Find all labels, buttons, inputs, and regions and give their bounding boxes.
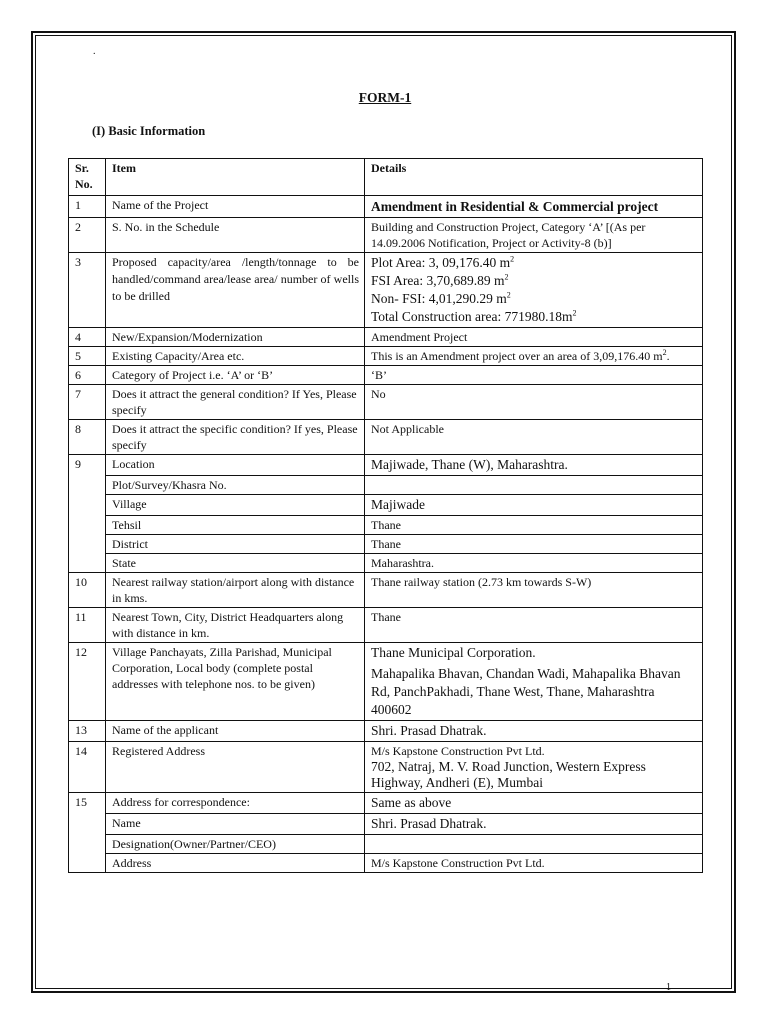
row-item: Nearest Town, City, District Headquarters along with distance in km. (106, 608, 365, 643)
row-details: Thane (365, 535, 703, 554)
row-sr: 9 (69, 455, 106, 476)
row-item: District (106, 535, 365, 554)
row-item: State (106, 554, 365, 573)
row-details: Amendment Project (365, 328, 703, 347)
row-details: This is an Amendment project over an area of 3,09,176.40 $m^2$. (365, 347, 703, 366)
table-row (69, 742, 703, 793)
row-item: Does it attract the general condition? If Yes, Please specify (106, 385, 365, 420)
row-sr: 11 (69, 608, 106, 643)
row-item: New/Expansion/Modernization (106, 328, 365, 347)
table-row (69, 793, 703, 814)
row-item: Village (106, 495, 365, 516)
row-details: No (365, 385, 703, 420)
section-title: (I) Basic Information (92, 124, 206, 138)
basic-information-table (68, 158, 703, 873)
row-details: Building and Construction Project, Category ‘A’ [(As per 14.09.2006 Notification, Project or Activity-8 (b)] (365, 218, 703, 253)
registered-address-text: 702, Natraj, M. V. Road Junction, Western Express Highway, Andheri (E), Mumbai (371, 759, 646, 790)
row-sr: 3 (69, 253, 106, 328)
table-row (69, 814, 703, 835)
row-sr: 8 (69, 420, 106, 455)
table-row (69, 366, 703, 385)
row-sr: 2 (69, 218, 106, 253)
row-item: Address (106, 854, 365, 873)
table-row (69, 196, 703, 218)
row-sr: 4 (69, 328, 106, 347)
table-row (69, 573, 703, 608)
row-item: Proposed capacity/area /length/tonnage to be handled/command area/lease area/ number of wells to be drilled (106, 253, 365, 328)
row-details: Shri. Prasad Dhatrak. (365, 721, 703, 742)
table-row (69, 643, 703, 721)
table-row (69, 535, 703, 554)
table-row (69, 253, 703, 328)
table-row (69, 554, 703, 573)
table-row (69, 328, 703, 347)
row-item: Address for correspondence: (106, 793, 365, 814)
row-details (365, 253, 703, 328)
row-sr: 12 (69, 643, 106, 721)
local-body-name: Thane Municipal Corporation. (371, 645, 536, 660)
table-row (69, 455, 703, 476)
row-sr: 13 (69, 721, 106, 742)
row-details: Majiwade (365, 495, 703, 516)
row-item: Name (106, 814, 365, 835)
row-details: Same as above (365, 793, 703, 814)
table-row (69, 854, 703, 873)
row-details: Thane railway station (2.73 km towards S-W) (365, 573, 703, 608)
page-number: 1 (666, 982, 671, 993)
row-item: Name of the applicant (106, 721, 365, 742)
row-item: Location (106, 455, 365, 476)
row-details: Not Applicable (365, 420, 703, 455)
header-sr: Sr. No. (69, 159, 106, 196)
header-item: Item (106, 159, 365, 196)
plot-area-line: Plot Area: 3, 09,176.40 $m^2$ (371, 254, 515, 270)
row-sr: 10 (69, 573, 106, 608)
row-item: Plot/Survey/Khasra No. (106, 476, 365, 495)
table-row (69, 347, 703, 366)
row-item: Category of Project i.e. ‘A’ or ‘B’ (106, 366, 365, 385)
non-fsi-line: Non- FSI: 4,01,290.29 $m^2$ (371, 290, 511, 306)
row-details: Thane (365, 516, 703, 535)
row-sr: 6 (69, 366, 106, 385)
table-row (69, 385, 703, 420)
table-row (69, 721, 703, 742)
row-sr: 1 (69, 196, 106, 218)
row-details: Majiwade, Thane (W), Maharashtra. (365, 455, 703, 476)
row-item: Registered Address (106, 742, 365, 793)
row-item: Name of the Project (106, 196, 365, 218)
row-details (365, 643, 703, 721)
row-details: ‘B’ (365, 366, 703, 385)
fsi-area-line: FSI Area: 3,70,689.89 $m^2$ (371, 272, 509, 288)
form-title: FORM-1 (358, 90, 412, 105)
row-sr: 5 (69, 347, 106, 366)
stray-dot: . (93, 46, 96, 57)
row-details: Thane (365, 608, 703, 643)
row-item: Does it attract the specific condition? If yes, Please specify (106, 420, 365, 455)
total-construction-line: Total Construction area: $771980.18m^2$ (371, 308, 577, 324)
table-header-row (69, 159, 703, 196)
row-details (365, 835, 703, 854)
row-details: Shri. Prasad Dhatrak. (365, 814, 703, 835)
table-row (69, 835, 703, 854)
row-details (365, 476, 703, 495)
table-row (69, 476, 703, 495)
row-item: Nearest railway station/airport along with distance in kms. (106, 573, 365, 608)
row-details: M/s Kapstone Construction Pvt Ltd. (365, 854, 703, 873)
company-name: M/s Kapstone Construction Pvt Ltd. (371, 744, 545, 758)
row-item: Designation(Owner/Partner/CEO) (106, 835, 365, 854)
table-row (69, 495, 703, 516)
table-row (69, 420, 703, 455)
table-row (69, 608, 703, 643)
table-row (69, 218, 703, 253)
row-sr: 15 (69, 793, 106, 814)
row-sr: 14 (69, 742, 106, 793)
local-body-address: Mahapalika Bhavan, Chandan Wadi, Mahapalika Bhavan Rd, PanchPakhadi, Thane West, Thane, Maharashtra 400602 (371, 666, 681, 717)
row-details (365, 742, 703, 793)
row-item: Village Panchayats, Zilla Parishad, Municipal Corporation, Local body (complete postal addresses with telephone nos. to be given) (106, 643, 365, 721)
row-details: Amendment in Residential & Commercial project (365, 196, 703, 218)
row-details: Maharashtra. (365, 554, 703, 573)
table-row (69, 516, 703, 535)
row-item: S. No. in the Schedule (106, 218, 365, 253)
row-sr: 7 (69, 385, 106, 420)
row-item: Tehsil (106, 516, 365, 535)
header-details: Details (365, 159, 703, 196)
row-item: Existing Capacity/Area etc. (106, 347, 365, 366)
